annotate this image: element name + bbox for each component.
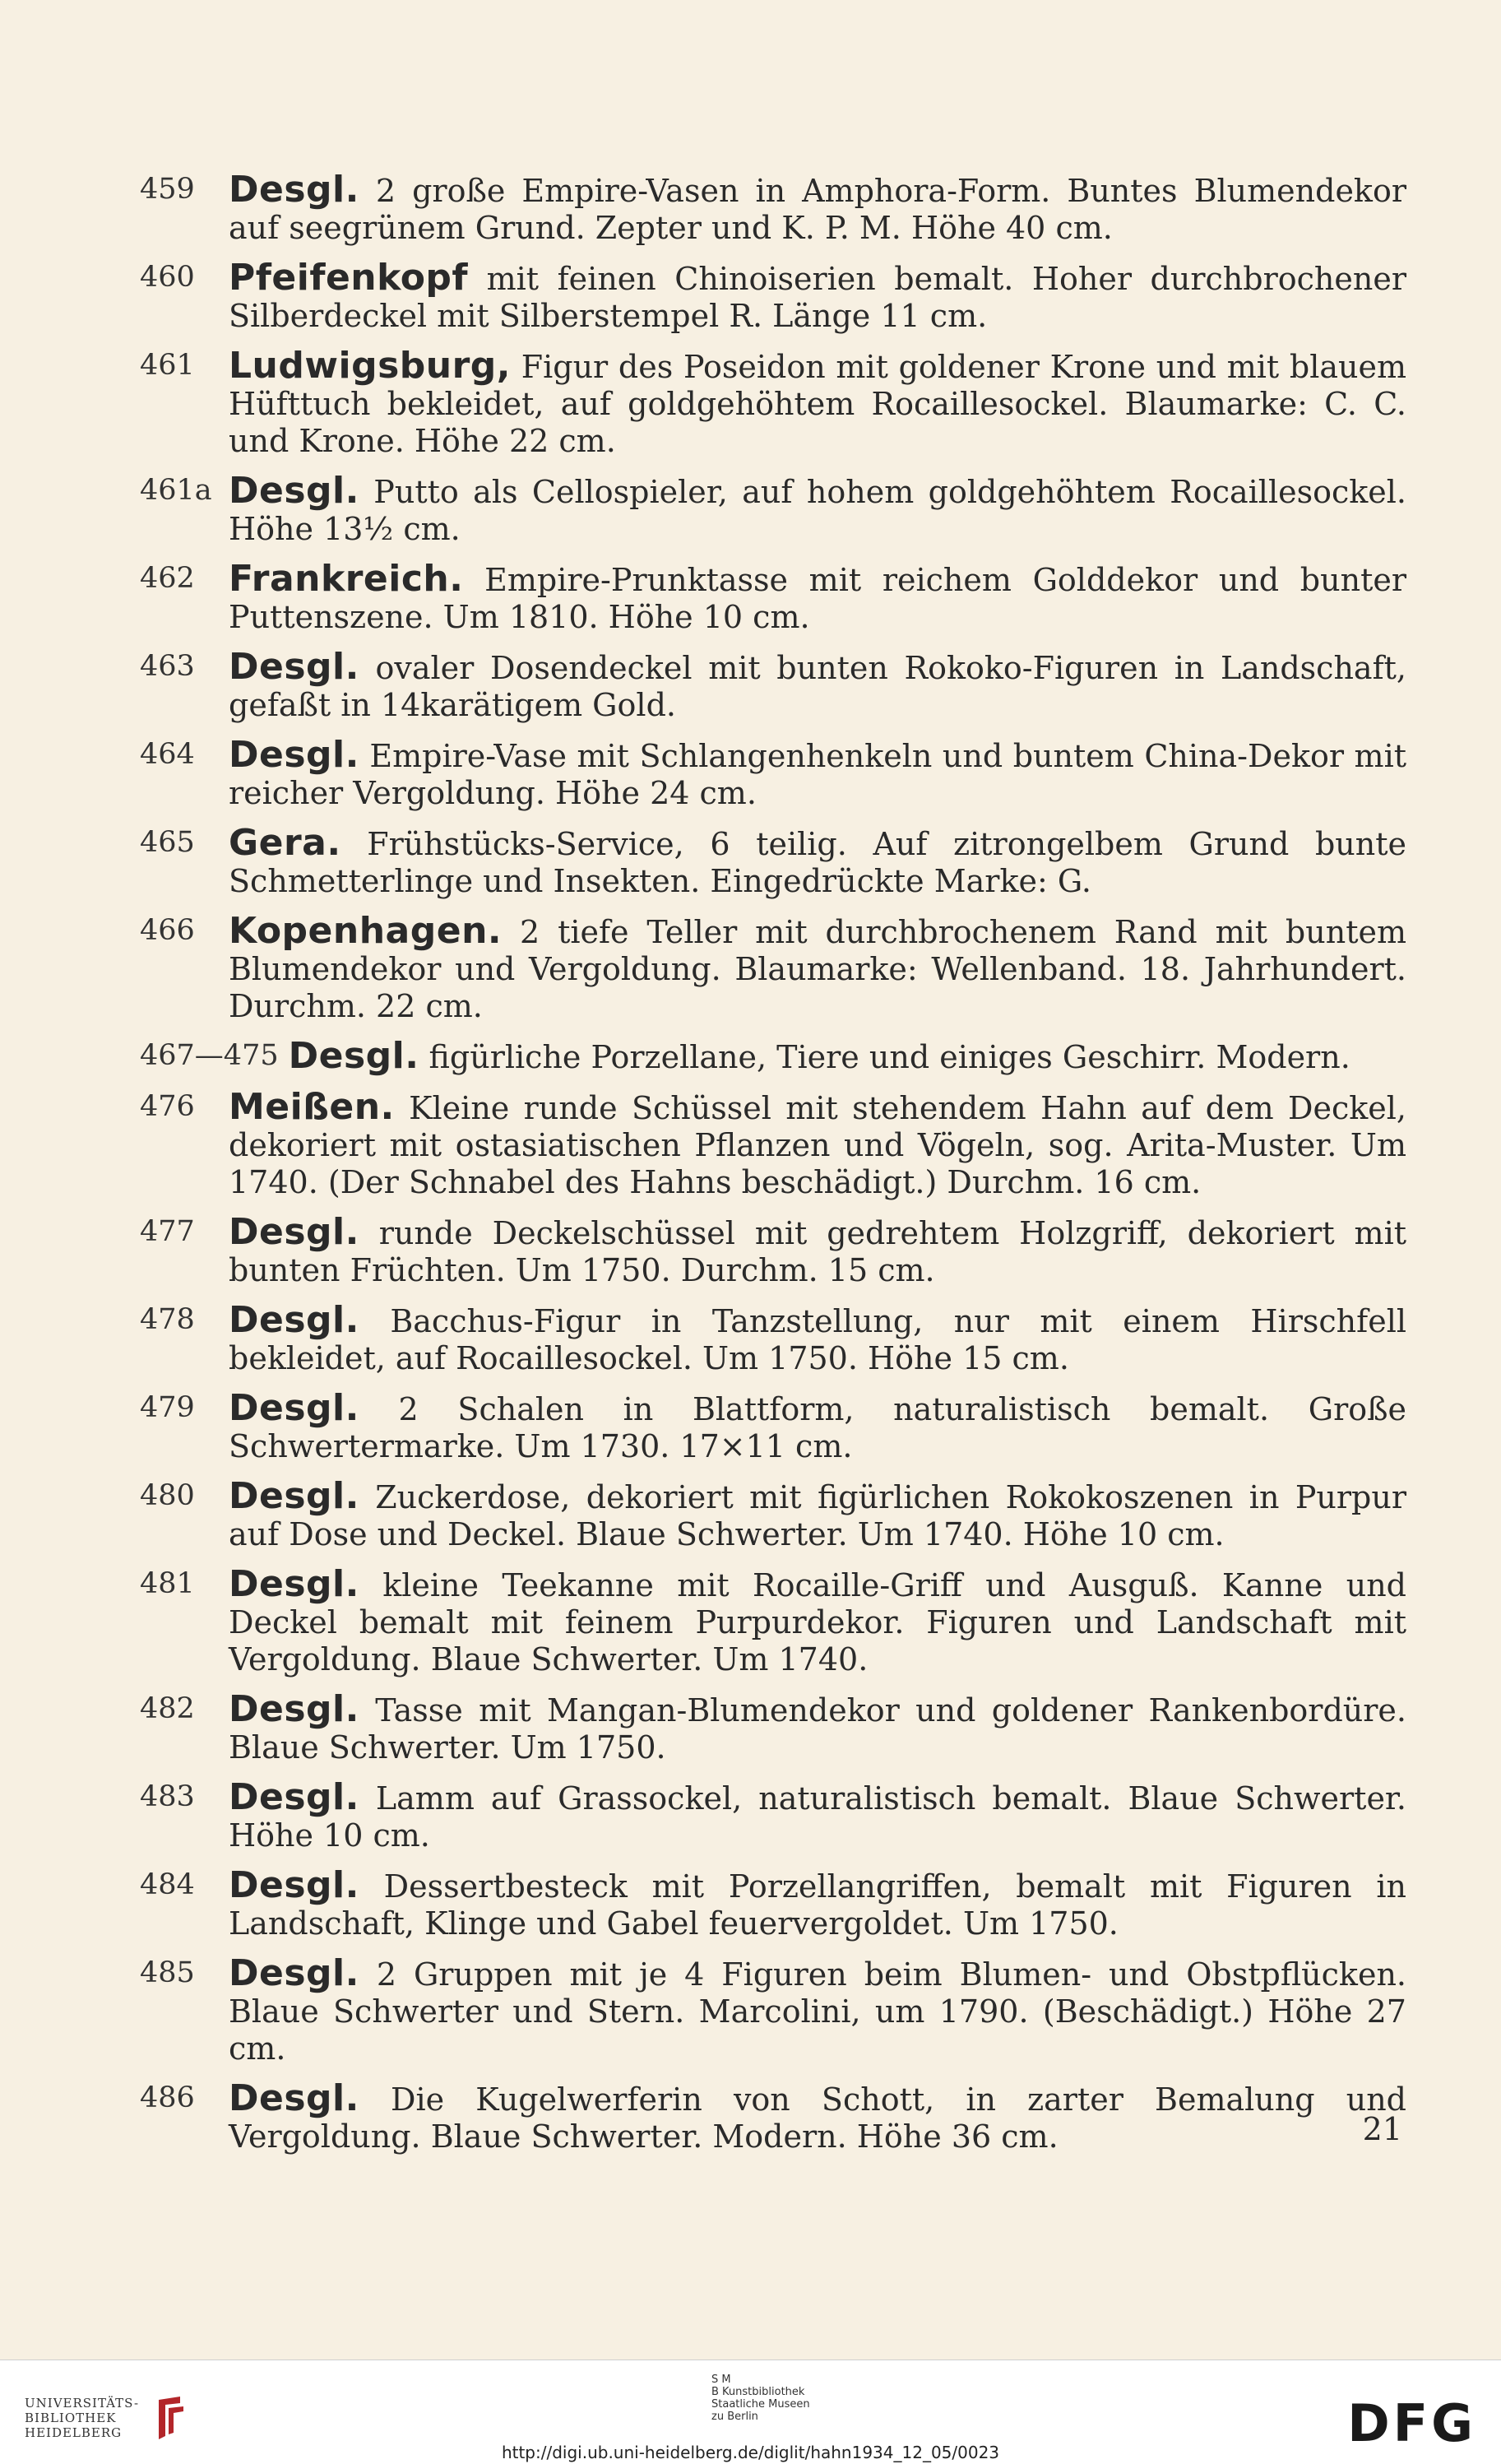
entry-number: 461 bbox=[140, 349, 195, 382]
entry-number: 464 bbox=[140, 738, 195, 771]
entry-body bbox=[229, 472, 1406, 548]
entry-body bbox=[229, 1563, 1406, 1678]
entry-number: 459 bbox=[140, 173, 195, 206]
entry-number: 463 bbox=[140, 650, 195, 683]
entry-number: 480 bbox=[140, 1479, 195, 1512]
entry-heading: Desgl. bbox=[229, 169, 359, 211]
entry-description: kleine Teekanne mit Rocaille-Griff und Ausguß. Kanne und Deckel bemalt mit feinem Purpurdekor. Figuren und Landschaft mit Vergoldung. Blaue Schwerter. Um 1740. bbox=[229, 1567, 1406, 1677]
entry-description: Frühstücks-Service, 6 teilig. Auf zitrongelbem Grund bunte Schmetterlinge und Insekten. Eingedrückte Marke: G. bbox=[229, 826, 1406, 899]
entry-description: Bacchus-Figur in Tanzstellung, nur mit einem Hirschfell bekleidet, auf Rocaillesockel. Um 1750. Höhe 15 cm. bbox=[229, 1303, 1406, 1376]
entry-heading: Desgl. bbox=[229, 1864, 359, 1906]
catalog-entry bbox=[140, 824, 1406, 900]
entry-heading: Desgl. bbox=[229, 734, 359, 776]
entry-body bbox=[229, 912, 1406, 1025]
catalog-entry bbox=[140, 648, 1406, 724]
library-name: UNIVERSITÄTS- BIBLIOTHEK HEIDELBERG bbox=[25, 2396, 140, 2440]
catalog-entry bbox=[140, 1776, 1406, 1854]
entry-body bbox=[229, 347, 1406, 460]
entry-body bbox=[229, 648, 1406, 724]
entry-body bbox=[229, 1387, 1406, 1465]
entry-description: Lamm auf Grassockel, naturalistisch bemalt. Blaue Schwerter. Höhe 10 cm. bbox=[229, 1780, 1406, 1854]
footer-bar bbox=[0, 2360, 1501, 2464]
entry-heading: Desgl. bbox=[229, 1563, 359, 1605]
catalog-entry bbox=[140, 560, 1406, 636]
entry-heading: Desgl. bbox=[229, 1211, 359, 1253]
catalog-entry bbox=[140, 1952, 1406, 2067]
entry-body bbox=[229, 1776, 1406, 1854]
entry-description: figürliche Porzellane, Tiere und einiges Geschirr. Modern. bbox=[419, 1039, 1350, 1075]
entry-description: 2 große Empire-Vasen in Amphora-Form. Buntes Blumendekor auf seegrünem Grund. Zepter und K. P. M. Höhe 40 cm. bbox=[229, 173, 1406, 246]
entry-description: Empire-Vase mit Schlangenhenkeln und buntem China-Dekor mit reicher Vergoldung. Höhe 24 cm. bbox=[229, 738, 1406, 811]
catalog-entry bbox=[140, 2077, 1406, 2155]
catalog-entry bbox=[140, 472, 1406, 548]
catalog-entry bbox=[140, 1864, 1406, 1942]
entry-heading: Desgl. bbox=[229, 1387, 359, 1429]
catalog-entry bbox=[140, 1299, 1406, 1377]
entry-description: 2 tiefe Teller mit durchbrochenem Rand mit buntem Blumendekor und Vergoldung. Blaumarke: Wellenband. 18. Jahrhundert. Durchm. 22 cm. bbox=[229, 914, 1406, 1024]
entry-number: 483 bbox=[140, 1780, 195, 1813]
entry-description: Kleine runde Schüssel mit stehendem Hahn auf dem Deckel, dekoriert mit ostasiatischen Pflanzen und Vögeln, sog. Arita-Muster. Um 1740. (Der Schnabel des Hahns beschädigt.) Durchm. 16 cm. bbox=[229, 1090, 1406, 1200]
entry-description: mit feinen Chinoiserien bemalt. Hoher durchbrochener Silberdeckel mit Silberstempel R. Länge 11 cm. bbox=[229, 261, 1406, 334]
catalog-entry bbox=[140, 1563, 1406, 1678]
entry-number: 486 bbox=[140, 2081, 195, 2114]
entry-heading: Ludwigsburg, bbox=[229, 345, 512, 387]
catalog-entry bbox=[140, 912, 1406, 1025]
entry-description: Die Kugelwerferin von Schott, in zarter Bemalung und Vergoldung. Blaue Schwerter. Modern. Höhe 36 cm. bbox=[229, 2081, 1406, 2155]
entry-body bbox=[229, 1864, 1406, 1942]
entry-body bbox=[229, 1088, 1406, 1201]
entry-description: Empire-Prunktasse mit reichem Golddekor und bunter Puttenszene. Um 1810. Höhe 10 cm. bbox=[229, 562, 1406, 635]
entry-heading: Desgl. bbox=[229, 470, 359, 512]
entry-heading: Desgl. bbox=[229, 1299, 359, 1341]
dfg-logo: DFG bbox=[1347, 2393, 1476, 2453]
entry-description: Putto als Cellospieler, auf hohem goldgehöhtem Rocaillesockel. Höhe 13½ cm. bbox=[229, 474, 1406, 547]
catalog-entry bbox=[140, 1475, 1406, 1553]
catalog-entry bbox=[140, 347, 1406, 460]
library-emblem-icon bbox=[147, 2393, 193, 2443]
entry-heading: Desgl. bbox=[288, 1035, 419, 1077]
entry-description: Zuckerdose, dekoriert mit figürlichen Rokokoszenen in Purpur auf Dose und Deckel. Blaue Schwerter. Um 1740. Höhe 10 cm. bbox=[229, 1479, 1406, 1552]
catalog-entries bbox=[140, 171, 1406, 2168]
entry-number: 482 bbox=[140, 1692, 195, 1725]
entry-body bbox=[229, 824, 1406, 900]
entry-description: Tasse mit Mangan-Blumendekor und goldener Rankenbordüre. Blaue Schwerter. Um 1750. bbox=[229, 1692, 1406, 1766]
entry-heading: Desgl. bbox=[229, 646, 359, 688]
entry-body bbox=[229, 1952, 1406, 2067]
entry-number: 484 bbox=[140, 1868, 195, 1901]
catalog-entry bbox=[140, 1688, 1406, 1766]
catalog-entry bbox=[140, 171, 1406, 247]
entry-heading: Frankreich. bbox=[229, 558, 464, 600]
kunstbibliothek-credit: S M B Kunstbibliothek Staatliche Museen zu Berlin bbox=[711, 2374, 810, 2423]
catalog-entry bbox=[140, 1213, 1406, 1289]
entry-heading: Desgl. bbox=[229, 1776, 359, 1818]
catalog-entry bbox=[140, 736, 1406, 812]
catalog-entry bbox=[140, 259, 1406, 335]
catalog-entry bbox=[140, 1387, 1406, 1465]
entry-number: 485 bbox=[140, 1956, 195, 1989]
entry-number: 466 bbox=[140, 914, 195, 947]
entry-heading: Desgl. bbox=[229, 1688, 359, 1730]
entry-number: 481 bbox=[140, 1567, 195, 1600]
entry-number: 479 bbox=[140, 1391, 195, 1424]
entry-number: 461a bbox=[140, 474, 212, 507]
entry-number: 467—475 bbox=[140, 1039, 279, 1072]
entry-number: 465 bbox=[140, 826, 195, 859]
catalog-entry bbox=[140, 1088, 1406, 1201]
entry-number: 462 bbox=[140, 562, 195, 595]
entry-heading: Desgl. bbox=[229, 1952, 359, 1994]
entry-heading: Meißen. bbox=[229, 1086, 395, 1128]
entry-description: Dessertbesteck mit Porzellangriffen, bemalt mit Figuren in Landschaft, Klinge und Gabel feuervergoldet. Um 1750. bbox=[229, 1868, 1406, 1942]
entry-number: 476 bbox=[140, 1090, 195, 1123]
entry-number: 477 bbox=[140, 1215, 195, 1248]
entry-body bbox=[289, 1037, 1406, 1076]
entry-number: 460 bbox=[140, 261, 195, 294]
catalog-entry bbox=[140, 1037, 1406, 1076]
entry-body bbox=[229, 2077, 1406, 2155]
entry-body bbox=[229, 736, 1406, 812]
entry-body bbox=[229, 1213, 1406, 1289]
entry-number: 478 bbox=[140, 1303, 195, 1336]
page-number: 21 bbox=[1362, 2111, 1402, 2147]
entry-body bbox=[229, 560, 1406, 636]
university-library-logo bbox=[25, 2393, 193, 2443]
entry-body bbox=[229, 171, 1406, 247]
entry-description: Figur des Poseidon mit goldener Krone und mit blauem Hüfttuch bekleidet, auf goldgehöhtem Rocaillesockel. Blaumarke: C. C. und Krone. Höhe 22 cm. bbox=[229, 349, 1406, 459]
entry-description: runde Deckelschüssel mit gedrehtem Holzgriff, dekoriert mit bunten Früchten. Um 1750. Durchm. 15 cm. bbox=[229, 1215, 1406, 1288]
entry-heading: Desgl. bbox=[229, 1475, 359, 1517]
entry-body bbox=[229, 1688, 1406, 1766]
entry-heading: Kopenhagen. bbox=[229, 910, 503, 952]
entry-heading: Desgl. bbox=[229, 2077, 359, 2119]
entry-body bbox=[229, 1475, 1406, 1553]
entry-description: ovaler Dosendeckel mit bunten Rokoko-Figuren in Landschaft, gefaßt in 14karätigem Gold. bbox=[229, 650, 1406, 723]
source-url[interactable]: http://digi.ub.uni-heidelberg.de/diglit/hahn1934_12_05/0023 bbox=[501, 2443, 1000, 2462]
entry-heading: Gera. bbox=[229, 822, 341, 864]
entry-body bbox=[229, 259, 1406, 335]
entry-heading: Pfeifenkopf bbox=[229, 257, 469, 299]
entry-description: 2 Schalen in Blattform, naturalistisch bemalt. Große Schwertermarke. Um 1730. 17×11 cm. bbox=[229, 1391, 1406, 1464]
entry-body bbox=[229, 1299, 1406, 1377]
entry-description: 2 Gruppen mit je 4 Figuren beim Blumen- und Obstpflücken. Blaue Schwerter und Stern. Marcolini, um 1790. (Beschädigt.) Höhe 27 cm. bbox=[229, 1956, 1406, 2067]
